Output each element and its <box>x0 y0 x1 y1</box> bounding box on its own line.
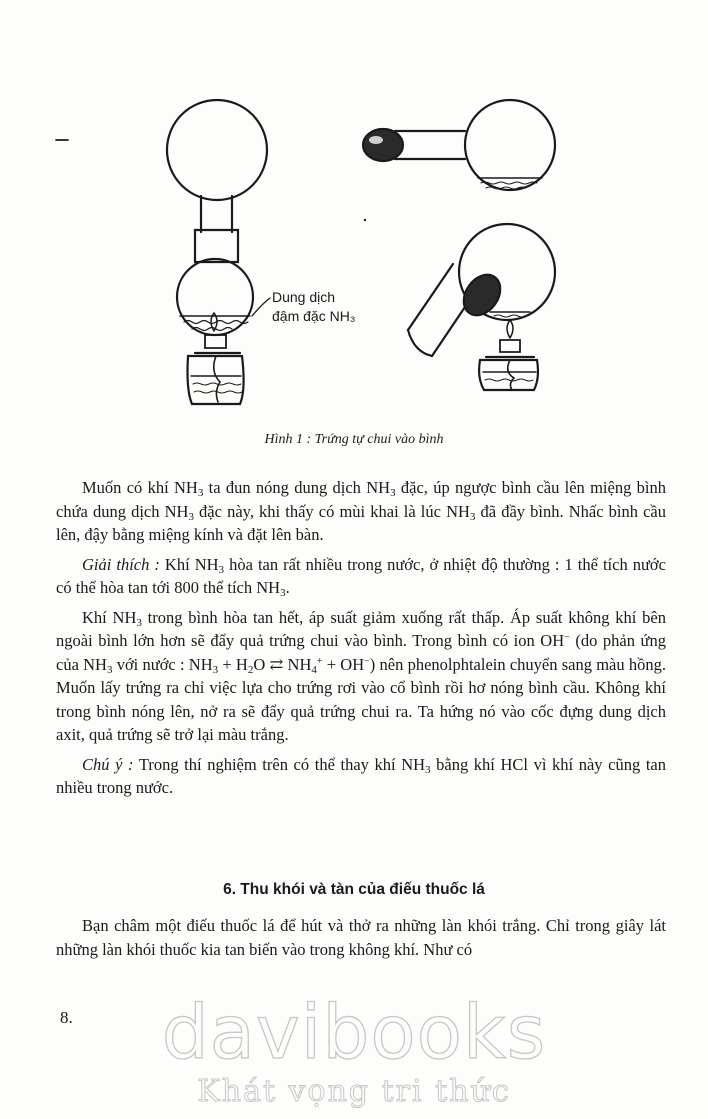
watermark-tagline: Khát vọng tri thức <box>197 1074 511 1109</box>
experiment-figure <box>0 0 708 430</box>
paragraph-3: Khí $NH_3$ trong bình hòa tan hết, áp suất giảm xuống rất thấp. Áp suất không khí bên ngoài bình lớn hơn sẽ đẩy quả trứng chui vào bình. Trong bình có ion OH− (do phản ứng của $NH_3$ với nước : $NH_3 + H_2O$ ⇄ $NH_4^+ + OH^-$) nên phenolphtalein chuyển sang màu hồng. Muốn lấy trứng ra chỉ việc lựa cho trứng rơi vào cổ bình rồi hơ nóng bình cầu. Không khí trong bình nóng lên, nở ra sẽ đẩy quả trứng chui ra. Ta hứng nó vào cốc đựng dung dịch axit, quả trứng sẽ trở lại màu trắng. <box>56 607 666 744</box>
flask-with-solution <box>177 259 253 335</box>
section-text <box>56 914 666 967</box>
figure-caption: Hình 1 : Trứng tự chui vào bình <box>264 432 444 447</box>
solution-label-line1: Dung dịch <box>272 289 336 305</box>
alcohol-burner-left <box>188 313 244 404</box>
solution-label-line2: đậm đặc NH₃ <box>272 308 356 324</box>
inverted-round-flask <box>167 100 267 262</box>
paragraph-1: Muốn có khí $NH_3$ ta đun nóng dung dịch $NH_3$ đặc, úp ngược bình cầu lên miệng bình chứa dung dịch $NH_3$ đặc này, khi thấy có mùi khai là lúc $NH_3$ đã đầy bình. Nhấc bình cầu lên, đậy bằng miệng kính và đặt lên bàn. <box>56 478 666 544</box>
solution-label <box>272 288 356 326</box>
paragraph-4: Chú ý : Trong thí nghiệm trên có thể thay khí $NH_3$ bằng khí HCl vì khí này cũng tan nhiều trong nước. <box>56 754 666 797</box>
page-number: 8. <box>60 1008 73 1027</box>
apparatus-illustration <box>0 0 708 430</box>
body-text <box>56 476 666 806</box>
paragraph-5: Bạn châm một điếu thuốc lá để hút và thở ra những làn khói trắng. Chỉ trong giây lát những làn khói thuốc kia tan biến vào trong không khí. Như có <box>56 916 666 959</box>
watermark-brand: davibooks <box>161 990 547 1076</box>
paragraph-2: Giải thích : Khí $NH_3$ hòa tan rất nhiều trong nước, ở nhiệt độ thường : 1 thể tích nước có thể hòa tan tới 800 thể tích $NH_3$. <box>56 554 666 599</box>
alcohol-burner-right <box>479 320 538 390</box>
tilted-flask-heated <box>408 224 555 356</box>
section-heading: 6. Thu khói và tàn của điếu thuốc lá <box>223 881 485 898</box>
label-pointer-line <box>252 298 270 316</box>
horizontal-flask-with-egg <box>363 100 555 190</box>
